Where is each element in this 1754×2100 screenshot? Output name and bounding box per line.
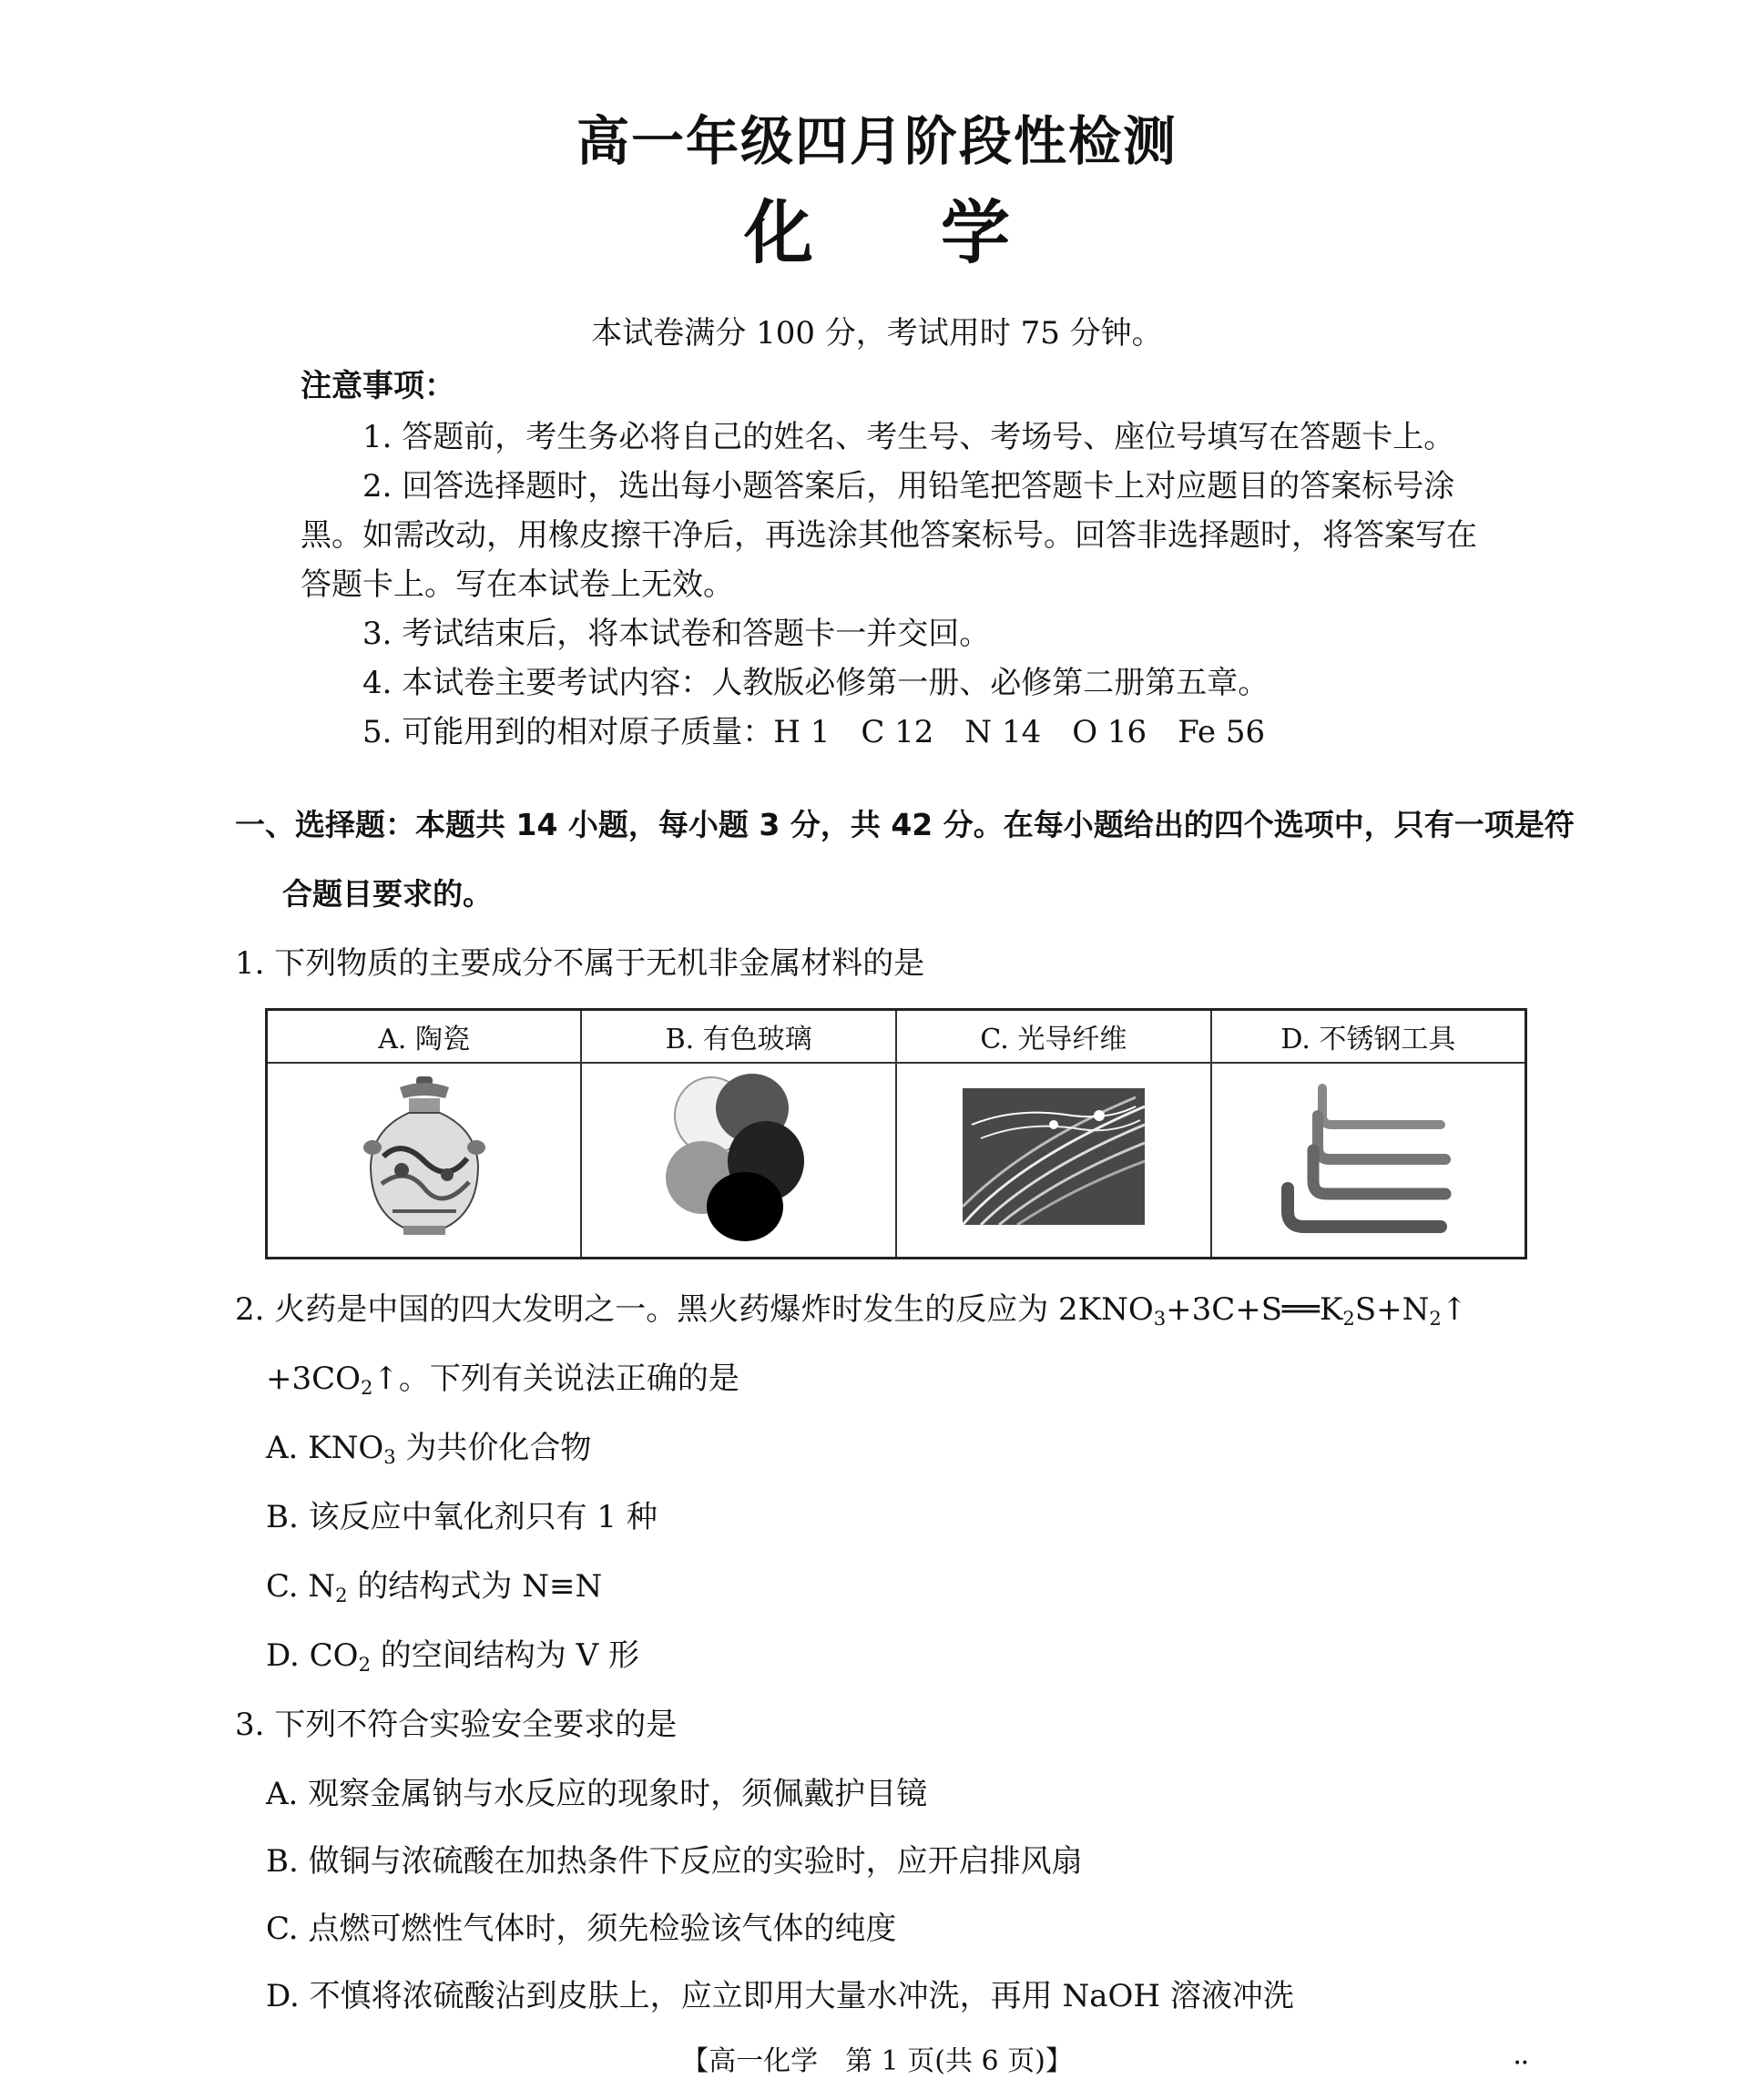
colored-glass-image	[661, 1070, 816, 1243]
subscript-2: 2	[358, 1652, 371, 1676]
option-a-label: A. 陶瓷	[267, 1010, 582, 1064]
option-a-text-2: 为共价化合物	[395, 1430, 592, 1466]
option-c-image-cell	[896, 1063, 1211, 1259]
subject-char-1: 化	[744, 192, 813, 273]
question-2-stem	[235, 1291, 1467, 1328]
exam-title: 高一年级四月阶段性检测	[576, 110, 1178, 172]
notice-item-1: 1. 答题前，考生务必将自己的姓名、考生号、考场号、座位号填写在答题卡上。	[362, 419, 1455, 455]
subscript-2: 2	[1342, 1306, 1355, 1330]
option-b-image-cell	[581, 1063, 896, 1259]
question-2-stem-part-2: +3C+S══K	[1166, 1291, 1343, 1328]
notice-item-4: 4. 本试卷主要考试内容：人教版必修第一册、必修第二册第五章。	[362, 665, 1270, 701]
question-1-stem: 1. 下列物质的主要成分不属于无机非金属材料的是	[235, 945, 925, 982]
notice-heading: 注意事项：	[301, 368, 455, 404]
option-d-text-1: D. CO	[266, 1637, 359, 1674]
subscript-2: 2	[335, 1583, 348, 1606]
notice-item-2: 2. 回答选择题时，选出每小题答案后，用铅笔把答题卡上对应题目的答案标号涂	[362, 468, 1455, 505]
notice-item-5: 5. 可能用到的相对原子质量：H 1 C 12 N 14 O 16 Fe 56	[362, 714, 1266, 750]
exam-intro: 本试卷满分 100 分，考试用时 75 分钟。	[591, 315, 1163, 352]
corner-mark: ••	[1514, 2056, 1529, 2071]
page-footer: 【高一化学 第 1 页(共 6 页)】	[681, 2045, 1073, 2077]
question-3-option-d: D. 不慎将浓硫酸沾到皮肤上，应立即用大量水冲洗，再用 NaOH 溶液冲洗	[266, 1978, 1294, 2014]
question-2-stem-part-5: ↑。下列有关说法正确的是	[372, 1361, 739, 1397]
option-c-text-2: 的结构式为 N≡N	[347, 1568, 603, 1605]
question-2-option-a	[266, 1430, 591, 1466]
subscript-3: 3	[1153, 1306, 1167, 1330]
section-heading-cont: 合题目要求的。	[282, 876, 493, 912]
section-heading: 一、选择题：本题共 14 小题，每小题 3 分，共 42 分。在每小题给出的四个选项中，只有一项是符	[235, 807, 1575, 842]
question-3-option-a: A. 观察金属钠与水反应的现象时，须佩戴护目镜	[266, 1776, 928, 1812]
question-2-stem-cont	[266, 1361, 739, 1397]
porcelain-vase-image	[356, 1075, 493, 1239]
question-3-option-b: B. 做铜与浓硫酸在加热条件下反应的实验时，应开启排风扇	[266, 1843, 1083, 1880]
subject-title	[0, 178, 1754, 277]
option-c-text-1: C. N	[266, 1568, 336, 1605]
option-d-text-2: 的空间结构为 V 形	[370, 1637, 639, 1674]
notice-item-3: 3. 考试结束后，将本试卷和答题卡一并交回。	[362, 616, 991, 652]
optical-fiber-image	[963, 1088, 1145, 1225]
option-a-image-cell	[267, 1063, 582, 1259]
option-b-label: B. 有色玻璃	[581, 1010, 896, 1064]
subscript-2: 2	[361, 1375, 373, 1399]
question-2-stem-part-1: 2. 火药是中国的四大发明之一。黑火药爆炸时发生的反应为 2KNO	[235, 1291, 1154, 1328]
option-c-label: C. 光导纤维	[896, 1010, 1211, 1064]
subject-char-2: 学	[941, 192, 1010, 273]
notice-item-2-cont: 黑。如需改动，用橡皮擦干净后，再选涂其他答案标号。回答非选择题时，将答案写在	[301, 517, 1477, 554]
option-d-label: D. 不锈钢工具	[1211, 1010, 1526, 1064]
question-2-option-d	[266, 1637, 639, 1674]
question-2-stem-part-4: +3CO	[266, 1361, 362, 1397]
subscript-2: 2	[1429, 1306, 1442, 1330]
option-a-text-1: A. KNO	[266, 1430, 384, 1466]
question-3-option-c: C. 点燃可燃性气体时，须先检验该气体的纯度	[266, 1911, 897, 1947]
question-3-stem: 3. 下列不符合实验安全要求的是	[235, 1707, 678, 1743]
subscript-3: 3	[383, 1444, 396, 1468]
question-2-option-c	[266, 1568, 602, 1605]
question-1-options-table	[265, 1008, 1527, 1259]
question-2-stem-part-3: S+N	[1354, 1291, 1430, 1328]
notice-item-2-end: 答题卡上。写在本试卷上无效。	[301, 566, 734, 603]
hex-key-tools-image	[1277, 1079, 1459, 1234]
option-d-image-cell	[1211, 1063, 1526, 1259]
question-2-option-b: B. 该反应中氧化剂只有 1 种	[266, 1499, 658, 1535]
up-arrow-symbol: ↑	[1441, 1291, 1468, 1328]
